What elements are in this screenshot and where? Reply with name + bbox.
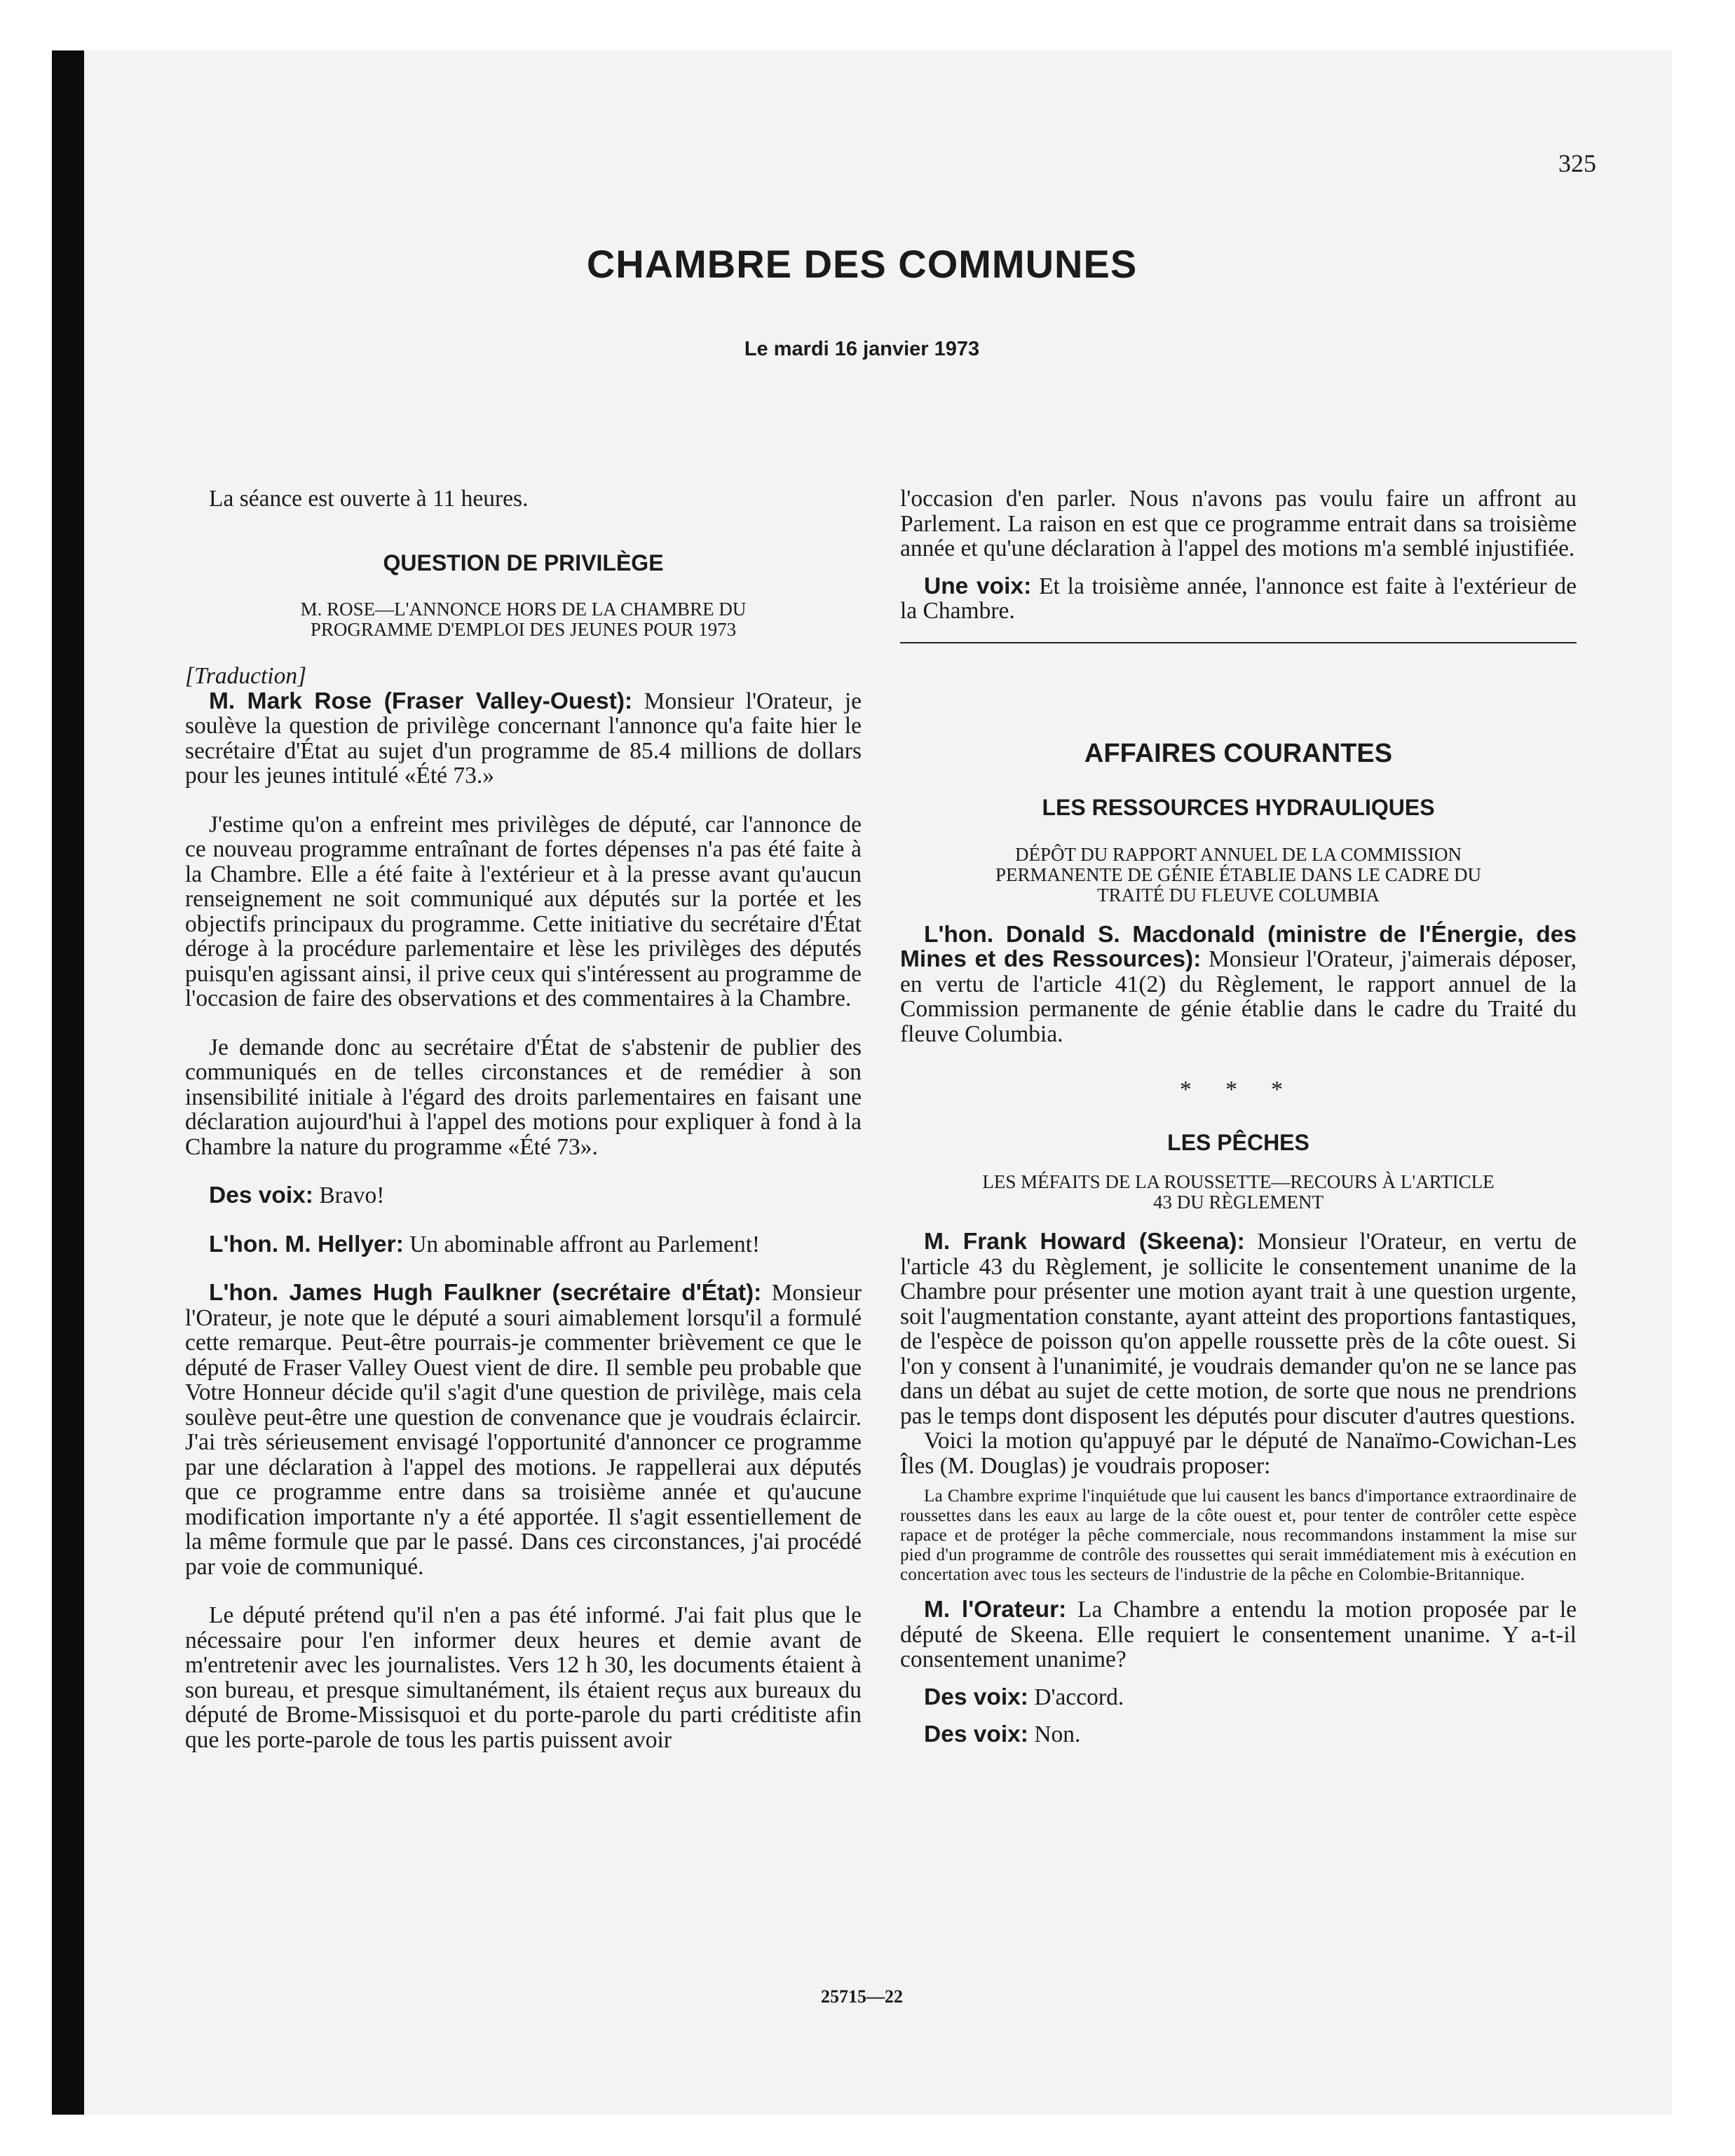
speech-text: Monsieur l'Orateur, je note que le député a souri aimablement lorsqu'il a formulé cette remarque. Peut-être pourrais-je commenter brièvement ce que le député de Fraser Valley Ouest vient de dire. Il semble peu probable que Votre Honneur décide qu'il s'agit d'une question de privilège, mais cela soulève peut-être une question de convenance que je voudrais éclaircir. J'ai très sérieusement envisagé l'opportunité d'annoncer ce programme par une déclaration à l'appel des motions. Je rappellerai aux députés que ce programme entre dans sa troisième année et qu'aucune modification importante n'y a été apportée. Il s'agit essentiellement de la même formule que par le passé. Dans ces circonstances, j'ai procédé par voie de communiqué. xyxy=(185,1280,862,1580)
speaker-name: Une voix: xyxy=(924,573,1032,599)
page-title: CHAMBRE DES COMMUNES xyxy=(586,242,1138,286)
subheading-line: 43 DU RÈGLEMENT xyxy=(1153,1192,1324,1213)
speech-orateur xyxy=(900,1597,1577,1672)
speech-text: La Chambre a entendu la motion proposée par le député de Skeena. Elle requiert le consentement unanime. Y a-t-il consentement unanime? xyxy=(900,1597,1577,1672)
speech-howard xyxy=(900,1229,1577,1428)
interjection-voices-disagree xyxy=(900,1722,1577,1747)
subheading-line: LES MÉFAITS DE LA ROUSSETTE—RECOURS À L'ARTICLE xyxy=(982,1171,1495,1192)
speech-text: Bravo! xyxy=(319,1182,385,1208)
subheading-line: DÉPÔT DU RAPPORT ANNUEL DE LA COMMISSION xyxy=(1015,843,1462,865)
speech-paragraph: Je demande donc au secrétaire d'État de s'abstenir de publier des communiqués en de telles circonstances et de remédier à son insensibilité initiale à l'égard des droits parlementaires en faisant une déclaration aujourd'hui à l'appel des motions pour expliquer à fond à la Chambre la nature du programme «Été 73». xyxy=(185,1034,862,1160)
motion-quote: La Chambre exprime l'inquiétude que lui causent les bancs d'importance extraordinaire de roussettes dans les eaux au large de la côte ouest et, pour tenter de contrôler cette espèce rapace et de protéger la pêche commerciale, nous recommandons instamment la mise sur pied d'un programme de contrôle des roussettes qui serait immédiatement mis à exécution en concertation avec tous les secteurs de l'industrie de la pêche en Colombie-Britannique. xyxy=(900,1487,1577,1584)
speaker-name: M. Mark Rose (Fraser Valley-Ouest): xyxy=(209,688,633,714)
subheading-rose xyxy=(185,599,862,640)
speech-faulkner xyxy=(185,1281,862,1579)
speech-macdonald xyxy=(900,922,1577,1047)
interjection-voices xyxy=(185,1183,862,1208)
translation-note: [Traduction] xyxy=(185,663,307,689)
speech-text: Et la troisième année, l'annonce est faite à l'extérieur de la Chambre. xyxy=(900,573,1577,624)
subheading-roussette xyxy=(900,1172,1577,1213)
speech-text: Non. xyxy=(1034,1721,1081,1747)
interjection-voices-agree xyxy=(900,1685,1577,1710)
speaker-name: M. l'Orateur: xyxy=(924,1597,1067,1623)
speech-text: Monsieur l'Orateur, j'aimerais déposer, en vertu de l'article 41(2) du Règlement, le rapport annuel de la Commission permanente de génie établie dans le cadre du Traité du fleuve Columbia. xyxy=(900,946,1577,1047)
subheading-columbia xyxy=(900,845,1577,906)
left-column xyxy=(185,443,862,1752)
subheading-line: PROGRAMME D'EMPLOI DES JEUNES POUR 1973 xyxy=(310,619,737,640)
opening-line: La séance est ouverte à 11 heures. xyxy=(209,486,529,512)
speech-rose xyxy=(185,689,862,789)
interjection-hellyer xyxy=(185,1232,862,1257)
section-divider xyxy=(900,642,1577,643)
section-heading-peches: LES PÊCHES xyxy=(1167,1129,1309,1155)
speech-paragraph: Voici la motion qu'appuyé par le député de Nanaïmo-Cowichan-Les Îles (M. Douglas) je voudrais proposer: xyxy=(900,1428,1577,1479)
speaker-name: L'hon. M. Hellyer: xyxy=(209,1231,404,1257)
speaker-name: Des voix: xyxy=(924,1684,1028,1710)
subheading-line: TRAITÉ DU FLEUVE COLUMBIA xyxy=(1097,884,1380,906)
page-number: 325 xyxy=(1558,149,1596,177)
speaker-name: L'hon. James Hugh Faulkner (secrétaire d'État): xyxy=(209,1280,762,1306)
printer-folio: 25715—22 xyxy=(821,1986,903,2007)
speaker-name: L'hon. Donald S. Macdonald (ministre de l'Énergie, des Mines et des Ressources): xyxy=(900,921,1577,972)
section-separator-stars: * * * xyxy=(1180,1077,1297,1103)
section-heading-privilege: QUESTION DE PRIVILÈGE xyxy=(383,550,664,575)
speaker-name: M. Frank Howard (Skeena): xyxy=(924,1229,1245,1255)
section-heading-affaires: AFFAIRES COURANTES xyxy=(1084,738,1393,768)
speech-text: Monsieur l'Orateur, en vertu de l'article 43 du Règlement, je sollicite le consentement unanime de la Chambre pour présenter une motion ayant trait à une question urgente, soit l'augmentation constante, ayant atteint des proportions fantastiques, de l'espèce de poisson qu'on appelle roussette près de la côte ouest. Si l'on y consent à l'unanimité, je voudrais demander qu'on ne se lance pas dans un débat au sujet de cette motion, de sorte que nous ne prendrions pas le temps dont disposent les députés pour discuter d'autres questions. xyxy=(900,1229,1577,1429)
section-heading-ressources: LES RESSOURCES HYDRAULIQUES xyxy=(1042,795,1435,820)
speech-paragraph: Le député prétend qu'il n'en a pas été informé. J'ai fait plus que le nécessaire pour l'en informer deux heures et demie avant de m'entretenir avec les journalistes. Vers 12 h 30, les documents étaient à son bureau, et presque simultanément, ils étaient reçus aux bureaux du député de Brome-Missisquoi et du porte-parole du parti créditiste afin que les porte-parole de tous les partis puissent avoir xyxy=(185,1602,862,1753)
speech-text: D'accord. xyxy=(1034,1684,1124,1710)
right-column xyxy=(900,443,1577,1747)
speech-paragraph: J'estime qu'on a enfreint mes privilèges de député, car l'annonce de ce nouveau programme entraînant de fortes dépenses n'a pas été faite à la Chambre. Elle a été faite à l'extérieur et à la presse avant qu'aucun renseignement ne soit communiqué aux députés sur la portée et les objectifs principaux du programme. Cette initiative du secrétaire d'État déroge à la procédure parlementaire et lèse les privilèges des députés puisqu'en agissant ainsi, il prive ceux qui s'intéressent au programme de l'occasion de faire des observations et des commentaires à la Chambre. xyxy=(185,811,862,1011)
speech-text: Monsieur l'Orateur, je soulève la question de privilège concernant l'annonce qu'a faite hier le secrétaire d'État au sujet d'un programme de 85.4 millions de dollars pour les jeunes intitulé «Été 73.» xyxy=(185,688,862,789)
subheading-line: PERMANENTE DE GÉNIE ÉTABLIE DANS LE CADRE DU xyxy=(995,864,1482,885)
speaker-name: Des voix: xyxy=(924,1721,1028,1747)
speech-continuation: l'occasion d'en parler. Nous n'avons pas voulu faire un affront au Parlement. La raison en est que ce programme entrait dans sa troisième année et qu'une déclaration à l'appel des motions m'a semblé injustifiée. xyxy=(900,486,1577,561)
scanned-page xyxy=(52,50,1672,2115)
speech-text: Un abominable affront au Parlement! xyxy=(409,1231,761,1257)
subheading-line: M. ROSE—L'ANNONCE HORS DE LA CHAMBRE DU xyxy=(300,599,747,620)
sitting-date: Le mardi 16 janvier 1973 xyxy=(744,338,980,360)
interjection-voice xyxy=(900,574,1577,624)
speaker-name: Des voix: xyxy=(209,1182,313,1208)
